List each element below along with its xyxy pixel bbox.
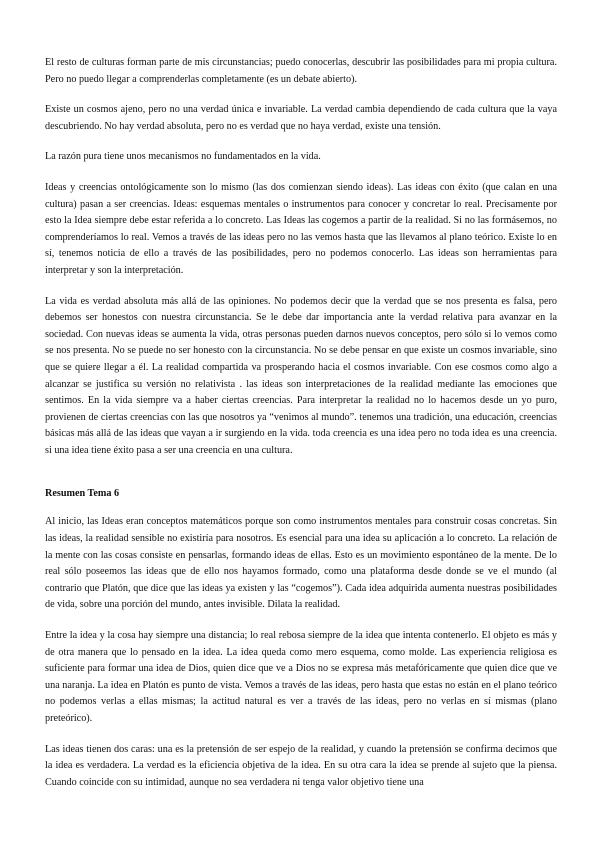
paragraph: Las ideas tienen dos caras: una es la pretensión de ser espejo de la realidad, y cuando la pretensión se confirma decimos que la idea es verdadera. La verdad es la eficiencia objetiva de la idea. En su otra cara la idea se prende al sujeto que la piensa. Cuando coincide con su intimidad, aunque no sea verdadera ni tenga valor objetivo tiene una <box>45 743 557 788</box>
paragraph: La vida es verdad absoluta más allá de las opiniones. No podemos decir que la verdad que se nos presenta es falsa, pero debemos ser honestos con nuestra circunstancia. Se le debe dar importancia ante la verdad relativa para avanzar en la sociedad. Con nuevas ideas se aumenta la vida, otras personas pueden darnos nuevos conceptos, pero sólo si lo vemos como se nos presenta. No se puede no ser honesto con la circunstancia. No se debe pensar en que existe un cosmos invariable, sino que se quiere llegar a él. La realidad compartida va prosperando hacia el cosmos invariable. Con ese cosmos como algo a alcanzar se justifica su versión no relativista . las ideas son interpretaciones de la realidad mediante las emociones que sentimos. En la vida siempre va a haber ciertas creencias. Para interpretar la realidad no lo hacemos desde un yo puro, provienen de ciertas creencias con las que nosotros ya “venimos al mundo”. tenemos una tradición, una educación, creencias básicas más allá de las ideas que vayan a ir surgiendo en la vida. toda creencia es una idea pero no toda idea es una creencia. si una idea tiene éxito pasa a ser una creencia en una cultura. <box>45 295 557 456</box>
paragraph: Existe un cosmos ajeno, pero no una verdad única e invariable. La verdad cambia dependiendo de cada cultura que la vaya descubriendo. No hay verdad absoluta, pero no es verdad que no haya verdad, existe una tensión. <box>45 104 557 132</box>
paragraph: Al inicio, las Ideas eran conceptos matemáticos porque son como instrumentos mentales para construir cosas concretas. Sin las ideas, la realidad sensible no existiría para nosotros. Es esencial para una idea su aplicación a lo concreto. La relación de la mente con las cosas consiste en pensarlas, formando ideas de ellas. Esto es un movimiento espontáneo de la mente. De lo real sólo poseemos las ideas que de ello nos hayamos formado, como una plataforma desde donde se ve el mundo (al contrario que Platón, que dice que las ideas ya existen y las “cogemos”). Cada idea adquirida aumenta nuestras posibilidades de vida, sobre una porción del mundo, antes invisible. Dilata la realidad. <box>45 516 557 611</box>
paragraph: La razón pura tiene unos mecanismos no fundamentados en la vida. <box>45 151 321 163</box>
paragraph: Entre la idea y la cosa hay siempre una distancia; lo real rebosa siempre de la idea que intenta contenerlo. El objeto es más y de otra manera que lo pensado en la idea. La idea queda como mero esquema, como molde. Las experiencia religiosa es suficiente para formar una idea de Dios, quien dice que ve a Dios no se expresa más metafóricamente que quien dice que ve una naranja. La idea en Platón es punto de vista. Vemos a través de las ideas, pero hasta que estas no están en el plano teórico no podemos verlas a ellas mismas; la actitud natural es ver a través de las ideas, pero no verlas en sí mismas (plano preteórico). <box>45 630 557 724</box>
paragraph: Ideas y creencias ontológicamente son lo mismo (las dos comienzan siendo ideas). Las ideas con éxito (que calan en una cultura) pasan a ser creencias. Ideas: esquemas mentales o instrumentos para conocer y concretar lo real. Precisamente por esto la Idea siempre debe estar referida a lo concreto. Las Ideas las cogemos a partir de la realidad. Si no las formásemos, no comprenderíamos lo real. Vemos a través de las ideas pero no las vemos hasta que las llevamos al plano teórico. Existe lo en sí, tenemos noticia de ello a través de las posibilidades, pero no podemos conocerlo. Las ideas son herramientas para interpretar y son la interpretación. <box>45 181 557 276</box>
section-heading: Resumen Tema 6 <box>45 488 120 500</box>
paragraph: El resto de culturas forman parte de mis circunstancias; puedo conocerlas, descubrir las posibilidades para mi propia cultura. Pero no puedo llegar a comprenderlas completamente (es un debate abierto). <box>45 57 557 85</box>
